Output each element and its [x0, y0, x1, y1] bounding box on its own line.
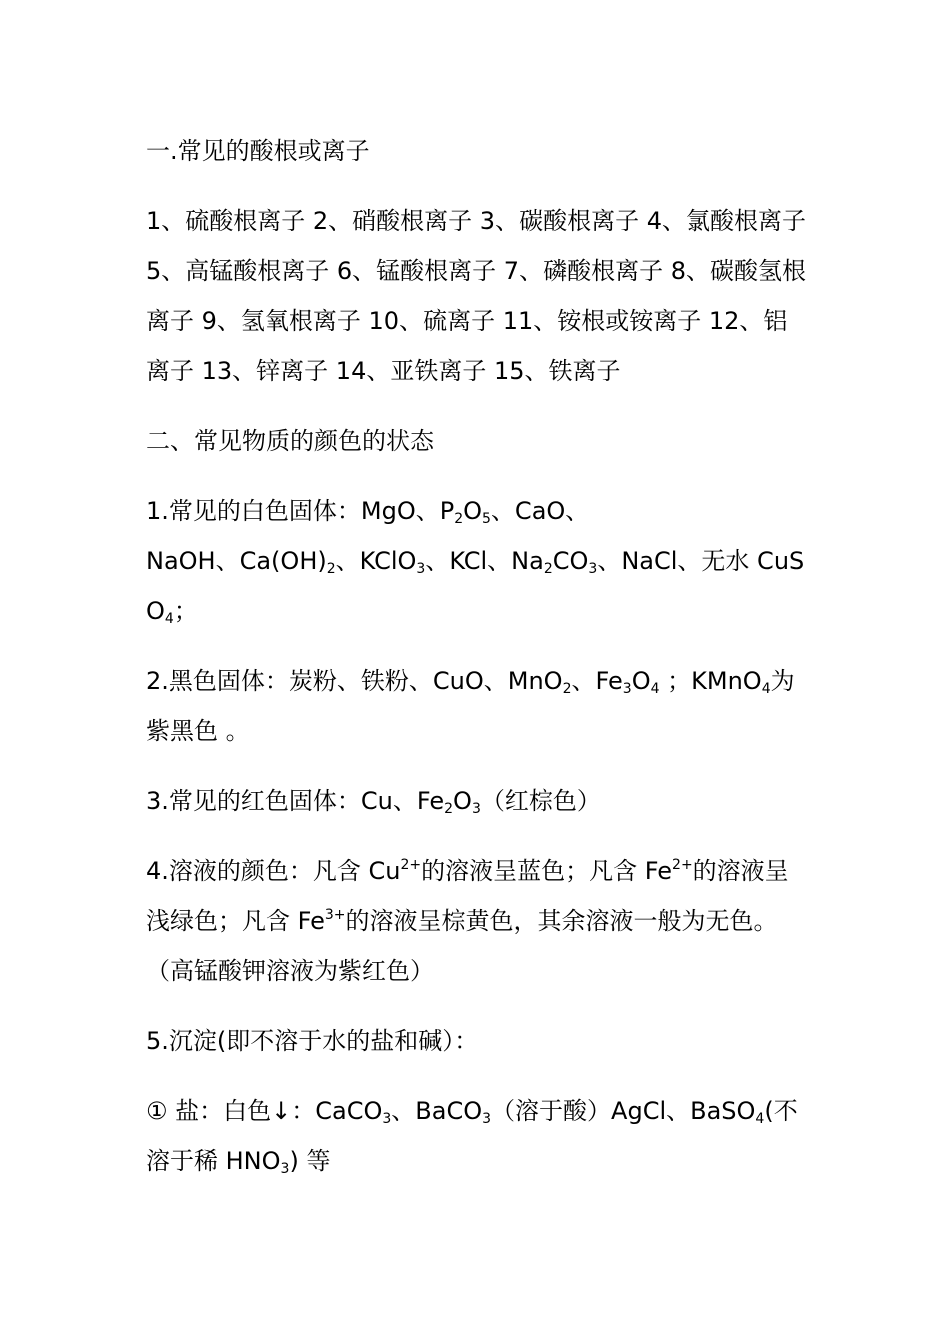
subscript: 4	[755, 1111, 765, 1127]
text: (不溶于稀 HNO	[146, 1097, 798, 1175]
white-solids-paragraph	[146, 486, 810, 636]
subscript: 2	[543, 561, 553, 577]
subscript: 4	[761, 681, 771, 697]
text: 1.常见的白色固体：MgO、P	[146, 497, 455, 525]
text: 的溶液呈浅绿色；凡含 Fe	[146, 857, 789, 935]
text: 、Fe	[571, 667, 623, 695]
red-solids-paragraph	[146, 776, 810, 826]
subscript: 3	[622, 681, 632, 697]
text: 的溶液呈棕黄色，其余溶液一般为无色。（高锰酸钾溶液为紫红色）	[146, 907, 778, 985]
subscript: 2	[454, 511, 464, 527]
precipitate-heading: 5.沉淀(即不溶于水的盐和碱）：	[146, 1027, 479, 1055]
text: （红棕色）	[480, 787, 601, 815]
text: ；	[173, 597, 198, 625]
subscript: 2	[562, 681, 572, 697]
text: NaOH、Ca(OH)	[146, 547, 327, 575]
text: 为紫黑色 。	[146, 667, 795, 745]
subscript: 5	[482, 511, 491, 527]
text: 、KClO	[335, 547, 417, 575]
subscript: 2	[444, 801, 454, 817]
subscript: 3	[482, 1111, 492, 1127]
subscript: 4	[650, 681, 660, 697]
text: O	[631, 667, 651, 695]
section-2-heading: 二、常见物质的颜色的状态	[146, 427, 434, 455]
subscript: 3	[588, 561, 598, 577]
subscript: 3	[382, 1111, 392, 1127]
salt-precipitate-paragraph	[146, 1086, 810, 1186]
text: （溶于酸）AgCl、BaSO	[491, 1097, 756, 1125]
text: CO	[552, 547, 589, 575]
text: 、NaCl、无水 CuSO	[146, 547, 805, 625]
text: 、KCl、Na	[425, 547, 544, 575]
text: 、BaCO	[391, 1097, 483, 1125]
text: 4.溶液的颜色：凡含 Cu	[146, 857, 401, 885]
acid-radical-list: 1、硫酸根离子 2、硝酸根离子 3、碳酸根离子 4、氯酸根离子 5、高锰酸根离子 6、锰酸根离子 7、磷酸根离子 8、碳酸氢根离子 9、氢氧根离子 10、硫离子 11、铵根或铵离子 12、铝离子 13、锌离子 14、亚铁离子 15、铁离子	[146, 207, 806, 385]
text: ；KMnO	[659, 667, 762, 695]
text: O	[463, 497, 483, 525]
superscript: 2+	[400, 857, 422, 873]
black-solids-paragraph	[146, 656, 810, 756]
subscript: 4	[164, 611, 174, 627]
section-1-heading: 一.常见的酸根或离子	[146, 137, 370, 165]
subscript: 3	[280, 1161, 290, 1177]
text: 3.常见的红色固体：Cu、Fe	[146, 787, 445, 815]
text: 的溶液呈蓝色；凡含 Fe	[421, 857, 673, 885]
text: ① 盐：白色↓：CaCO	[146, 1097, 383, 1125]
text: 2.黑色固体：炭粉、铁粉、CuO、MnO	[146, 667, 563, 695]
subscript: 2	[326, 561, 336, 577]
text: 、CaO、	[490, 497, 590, 525]
document-page	[146, 126, 810, 1186]
solution-colors-paragraph	[146, 846, 810, 996]
text: ) 等	[289, 1147, 331, 1175]
superscript: 3+	[324, 907, 346, 923]
subscript: 3	[416, 561, 426, 577]
subscript: 3	[471, 801, 481, 817]
text: O	[453, 787, 472, 815]
superscript: 2+	[672, 857, 693, 873]
